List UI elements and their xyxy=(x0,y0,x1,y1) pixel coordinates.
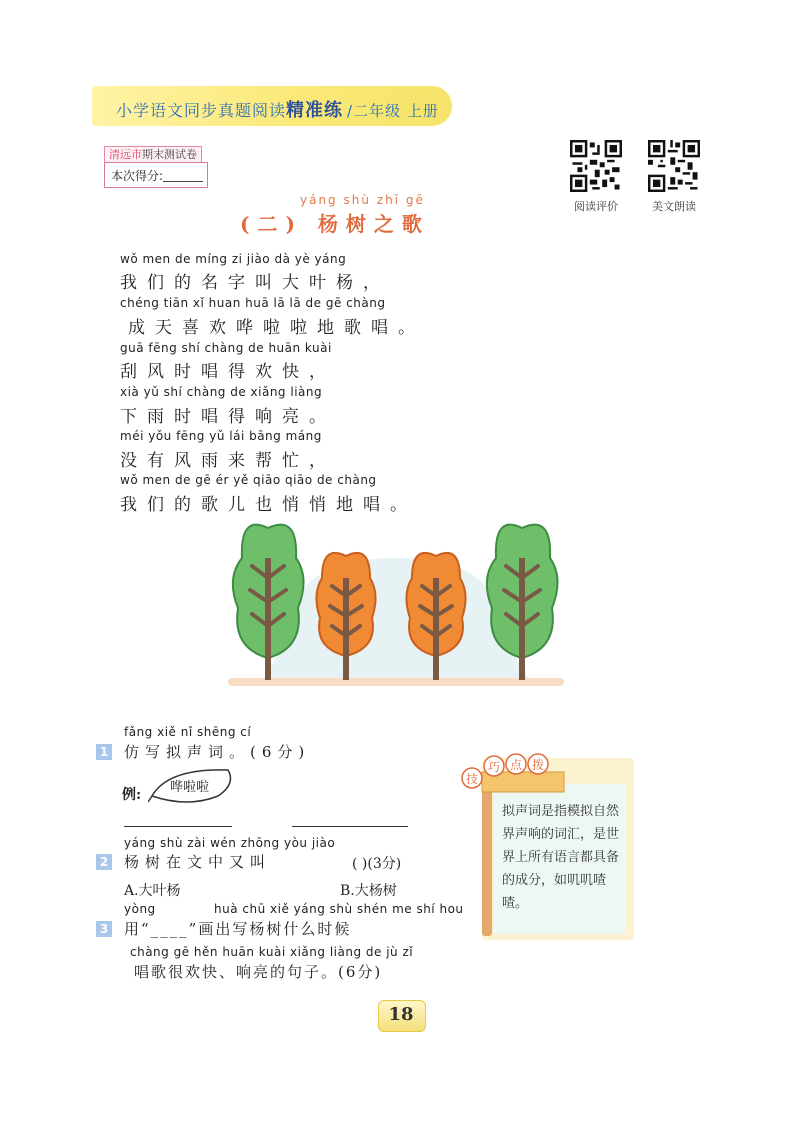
q3-pinyin-3: chàng gē hěn huān kuài xiǎng liàng de jù zǐ xyxy=(130,945,414,959)
series-title-main: 小学语文同步真题阅读 xyxy=(116,101,287,120)
poem-line-1: 我们的名字叫大叶杨， xyxy=(120,273,390,293)
score-blank[interactable] xyxy=(163,167,203,182)
q1-number-badge: 1 xyxy=(96,744,112,760)
series-title xyxy=(116,96,439,122)
q2-pinyin: yáng shù zài wén zhōng yòu jiào xyxy=(124,836,336,850)
q2-number-badge: 2 xyxy=(96,854,112,870)
grade-label: /二年级 上册 xyxy=(347,102,439,120)
q2-answer-blank[interactable]: ( )(3分) xyxy=(352,856,402,872)
q1-pinyin: fǎng xiě nǐ shēng cí xyxy=(124,725,252,739)
exam-city: 清远市 xyxy=(109,148,142,161)
poem-line-6-pinyin: wǒ men de gē ér yě qiāo qiāo de chàng xyxy=(120,473,377,487)
tips-char-4: 拨 xyxy=(532,758,545,772)
poem-line-3: 刮风时唱得欢快， xyxy=(120,362,336,382)
score-label: 本次得分: xyxy=(111,169,164,183)
q3-text-2: 唱歌很欢快、响亮的句子。(6分) xyxy=(134,963,383,981)
poem-line-5: 没有风雨来帮忙， xyxy=(120,451,336,471)
poplar-trees-illustration xyxy=(228,518,564,690)
q2-option-a[interactable]: A.大叶杨 xyxy=(124,883,181,899)
q1-example-label: 例: xyxy=(122,787,142,803)
qr-code-audio-icon[interactable] xyxy=(648,140,700,192)
score-box xyxy=(104,162,208,188)
q3-pinyin-2: huà chū xiě yáng shù shén me shí hou xyxy=(214,902,464,916)
q1-text: 仿写拟声词。(6分) xyxy=(124,743,311,761)
q3-number-badge: 3 xyxy=(96,921,112,937)
article-title: (二) 杨树之歌 xyxy=(240,212,430,236)
tips-char-1: 技 xyxy=(466,772,479,786)
tips-char-2: 巧 xyxy=(488,760,501,774)
q1-example-word: 哗啦啦 xyxy=(170,780,210,795)
q1-answer-line-2[interactable] xyxy=(292,826,408,827)
poem-line-2: 成天喜欢哗啦啦地歌唱。 xyxy=(128,318,425,338)
poem-line-1-pinyin: wǒ men de míng zi jiào dà yè yáng xyxy=(120,252,347,266)
page-number: 18 xyxy=(388,1004,414,1025)
qr-caption-reading: 阅读评价 xyxy=(574,200,618,213)
q1-answer-line-1[interactable] xyxy=(124,826,232,827)
exam-source-tag xyxy=(104,146,202,163)
q3-text: 用“____”画出写杨树什么时候 xyxy=(124,920,352,938)
poem-line-3-pinyin: guā fēng shí chàng de huān kuài xyxy=(120,341,332,355)
tips-body: 拟声词是指模拟自然界声响的词汇，是世界上所有语言都具备的成分，如叽叽喳喳。 xyxy=(502,804,620,911)
tips-char-3: 点 xyxy=(510,758,523,772)
poem-line-6: 我们的歌儿也悄悄地唱。 xyxy=(120,495,417,515)
poem-line-2-pinyin: chéng tiān xǐ huan huā lā lā de gē chàng xyxy=(120,296,386,310)
poem-line-4: 下雨时唱得响亮。 xyxy=(120,407,336,427)
q3-pinyin-1: yòng xyxy=(124,902,156,916)
q2-option-b[interactable]: B.大杨树 xyxy=(340,883,397,899)
poem-line-5-pinyin: méi yǒu fēng yǔ lái bāng máng xyxy=(120,429,322,443)
qr-caption-audio: 美文朗读 xyxy=(652,200,696,213)
poem-line-4-pinyin: xià yǔ shí chàng de xiǎng liàng xyxy=(120,385,323,399)
exam-source: 期末测试卷 xyxy=(142,148,197,161)
tips-pole xyxy=(482,776,492,936)
qr-code-reading-icon[interactable] xyxy=(570,140,622,192)
q2-text: 杨树在文中又叫 xyxy=(124,853,272,871)
series-title-strong: 精准练 xyxy=(286,100,344,121)
title-pinyin: yáng shù zhī gē xyxy=(300,193,425,207)
